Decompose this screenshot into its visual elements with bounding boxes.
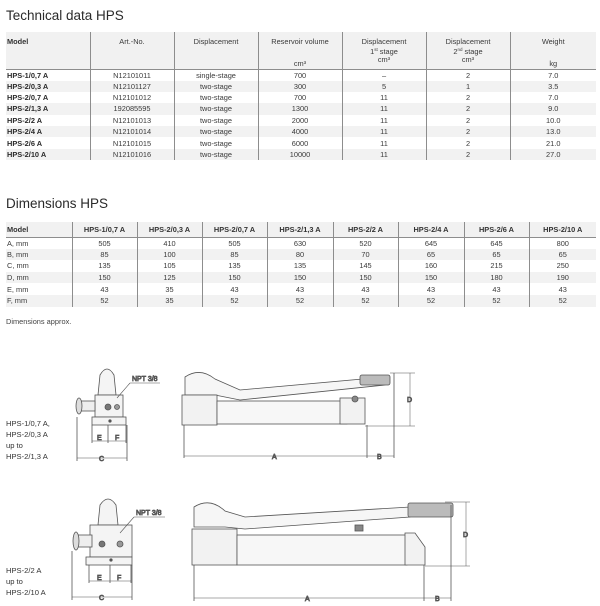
cell-value: 52	[464, 295, 529, 307]
cell-value: 190	[529, 272, 596, 284]
header-weight	[510, 32, 596, 69]
dim-label-d: D	[407, 397, 413, 404]
cell-model: HPS-2/4 A	[7, 127, 43, 137]
cell-weight: 27.0	[510, 149, 596, 160]
table-row	[6, 249, 596, 261]
header-model: Model	[6, 32, 90, 69]
cell-disp1: 5	[342, 81, 426, 92]
header-disp2-unit: cm³	[461, 55, 475, 64]
cell-displacement: two-stage	[174, 81, 258, 92]
cell-weight: 7.0	[510, 69, 596, 81]
cell-value: 410	[137, 237, 202, 249]
cell-reservoir: 1300	[258, 103, 342, 114]
cell-value: 52	[333, 295, 398, 307]
cell-value: 105	[137, 260, 202, 272]
cell-art-no: 192085595	[90, 103, 174, 114]
header-displacement-2nd-stage	[426, 32, 510, 69]
cell-displacement: two-stage	[174, 115, 258, 126]
cell-weight: 3.5	[510, 81, 596, 92]
cell-reservoir: 4000	[258, 126, 342, 137]
cell-disp1: 11	[342, 137, 426, 148]
variant-line: up to	[6, 441, 23, 450]
cell-disp2: 2	[426, 126, 510, 137]
cell-art-no: N12101015	[90, 137, 174, 148]
cell-weight: 9.0	[510, 103, 596, 114]
dim-label-d: D	[463, 532, 469, 539]
cell-reservoir: 700	[258, 92, 342, 103]
cell-value: 43	[333, 283, 398, 295]
cell-disp1: 11	[342, 103, 426, 114]
cell-value: 85	[202, 249, 267, 261]
cell-displacement: two-stage	[174, 103, 258, 114]
cell-disp1: 11	[342, 92, 426, 103]
cell-value: 180	[464, 272, 529, 284]
row-label: B, mm	[7, 249, 29, 259]
cell-weight: 13.0	[510, 126, 596, 137]
header-model-column: HPS-2/6 A	[464, 222, 529, 237]
row-label: F, mm	[7, 296, 28, 306]
technical-data-table	[6, 32, 596, 160]
cell-value: 65	[529, 249, 596, 261]
cell-reservoir: 300	[258, 81, 342, 92]
cell-disp1: 11	[342, 115, 426, 126]
table-row	[6, 115, 596, 126]
table-row	[6, 81, 596, 92]
dim-label-e: E	[97, 435, 102, 442]
cell-value: 630	[267, 237, 333, 249]
header-disp2-num: 2	[453, 47, 458, 56]
cell-model: HPS-2/0,7 A	[7, 93, 49, 103]
dimensions-header-row	[6, 222, 596, 237]
table-row	[6, 149, 596, 160]
cell-value: 150	[333, 272, 398, 284]
cell-art-no: N12101012	[90, 92, 174, 103]
cell-value: 645	[464, 237, 529, 249]
cell-disp2: 2	[426, 103, 510, 114]
cell-value: 52	[398, 295, 464, 307]
variant-line: HPS-2/1,3 A	[6, 452, 48, 461]
variant-line: HPS-1/0,7 A,	[6, 419, 50, 428]
header-disp2-sup: nd	[457, 47, 463, 52]
cell-value: 65	[464, 249, 529, 261]
cell-value: 43	[267, 283, 333, 295]
header-disp1-stage: stage	[379, 47, 398, 56]
cell-value: 52	[72, 295, 137, 307]
cell-weight: 7.0	[510, 92, 596, 103]
cell-value: 52	[202, 295, 267, 307]
dim-label-f: F	[115, 435, 120, 442]
cell-displacement: two-stage	[174, 137, 258, 148]
table-row	[6, 272, 596, 284]
header-model-column: HPS-1/0,7 A	[72, 222, 137, 237]
header-disp1-label: Displacement	[361, 37, 407, 46]
dimensions-table	[6, 222, 596, 307]
table-row	[6, 237, 596, 249]
header-reservoir-unit: cm³	[293, 59, 307, 68]
cell-value: 43	[398, 283, 464, 295]
cell-disp2: 2	[426, 69, 510, 81]
dim-label-b: B	[435, 596, 440, 603]
header-model-column: HPS-2/0,7 A	[202, 222, 267, 237]
technical-data-title: Technical data HPS	[6, 8, 124, 23]
variant-line: HPS-2/0,3 A	[6, 430, 48, 439]
header-displacement: Displacement	[174, 32, 258, 69]
cell-model: HPS-1/0,7 A	[7, 70, 49, 80]
variant-line: HPS-2/10 A	[6, 588, 46, 597]
cell-disp2: 1	[426, 81, 510, 92]
technical-header-row	[6, 32, 596, 69]
dim-label-a: A	[272, 454, 277, 461]
pump-drawing-small	[0, 355, 600, 480]
cell-model: HPS-2/2 A	[7, 115, 43, 125]
cell-value: 43	[202, 283, 267, 295]
table-row	[6, 283, 596, 295]
cell-value: 800	[529, 237, 596, 249]
cell-model: HPS-2/6 A	[7, 138, 43, 148]
cell-disp1: 11	[342, 126, 426, 137]
cell-disp2: 2	[426, 137, 510, 148]
dim-label-c: C	[99, 595, 105, 602]
cell-value: 43	[72, 283, 137, 295]
pump-drawing-large	[0, 485, 600, 606]
header-art-no: Art.-No.	[90, 32, 174, 69]
header-model-column: HPS-2/0,3 A	[137, 222, 202, 237]
cell-weight: 10.0	[510, 115, 596, 126]
row-label: A, mm	[7, 238, 29, 248]
header-disp1-sup: st	[374, 47, 378, 52]
cell-value: 65	[398, 249, 464, 261]
header-disp1-unit: cm³	[377, 55, 391, 64]
drawing-large-pumps	[0, 485, 600, 606]
cell-value: 135	[72, 260, 137, 272]
dim-label-b: B	[377, 454, 382, 461]
row-label: C, mm	[7, 261, 29, 271]
cell-art-no: N12101011	[90, 69, 174, 81]
cell-reservoir: 10000	[258, 149, 342, 160]
dim-label-e: E	[97, 575, 102, 582]
cell-value: 85	[72, 249, 137, 261]
header-displacement-1st-stage	[342, 32, 426, 69]
table-row	[6, 92, 596, 103]
cell-art-no: N12101016	[90, 149, 174, 160]
cell-disp1: 11	[342, 149, 426, 160]
cell-value: 505	[202, 237, 267, 249]
cell-value: 43	[464, 283, 529, 295]
cell-art-no: N12101127	[90, 81, 174, 92]
cell-value: 43	[529, 283, 596, 295]
table-row	[6, 260, 596, 272]
dimensions-note: Dimensions approx.	[6, 317, 72, 326]
cell-value: 70	[333, 249, 398, 261]
header-disp2-label: Displacement	[445, 37, 491, 46]
cell-value: 505	[72, 237, 137, 249]
header-disp2-stage: stage	[464, 47, 483, 56]
cell-value: 135	[202, 260, 267, 272]
header-model-column: HPS-2/1,3 A	[267, 222, 333, 237]
variant-line: HPS-2/2 A	[6, 566, 42, 575]
cell-value: 160	[398, 260, 464, 272]
variant-line: up to	[6, 577, 23, 586]
cell-disp1: –	[342, 69, 426, 81]
cell-model: HPS-2/0,3 A	[7, 81, 49, 91]
cell-value: 100	[137, 249, 202, 261]
header-model-column: HPS-2/4 A	[398, 222, 464, 237]
cell-value: 35	[137, 295, 202, 307]
cell-value: 150	[202, 272, 267, 284]
cell-disp2: 2	[426, 92, 510, 103]
cell-weight: 21.0	[510, 137, 596, 148]
cell-value: 150	[267, 272, 333, 284]
cell-value: 645	[398, 237, 464, 249]
drawing-small-pumps	[0, 355, 600, 480]
side-view-large	[192, 502, 470, 601]
table-row	[6, 126, 596, 137]
header-weight-label: Weight	[541, 37, 565, 46]
table-row	[6, 103, 596, 114]
cell-value: 250	[529, 260, 596, 272]
port-label: NPT 3/8	[136, 510, 162, 517]
cell-reservoir: 6000	[258, 137, 342, 148]
header-weight-unit: kg	[549, 59, 558, 68]
cell-model: HPS-2/1,3 A	[7, 104, 49, 114]
cell-value: 52	[529, 295, 596, 307]
dim-label-a: A	[305, 596, 310, 603]
cell-value: 215	[464, 260, 529, 272]
cell-displacement: two-stage	[174, 149, 258, 160]
cell-value: 135	[267, 260, 333, 272]
table-row	[6, 295, 596, 307]
row-label: D, mm	[7, 273, 29, 283]
cell-value: 35	[137, 283, 202, 295]
header-model-column: HPS-2/2 A	[333, 222, 398, 237]
dim-label-f: F	[117, 575, 122, 582]
header-reservoir-label: Reservoir volume	[271, 37, 329, 46]
cell-value: 145	[333, 260, 398, 272]
cell-art-no: N12101014	[90, 126, 174, 137]
cell-art-no: N12101013	[90, 115, 174, 126]
cell-value: 150	[398, 272, 464, 284]
table-row	[6, 137, 596, 148]
cell-reservoir: 700	[258, 69, 342, 81]
cell-model: HPS-2/10 A	[7, 150, 47, 160]
side-view-small	[182, 372, 415, 458]
port-label: NPT 3/8	[132, 376, 158, 383]
cell-disp2: 2	[426, 115, 510, 126]
header-disp1-num: 1	[370, 47, 375, 56]
cell-displacement: two-stage	[174, 92, 258, 103]
table-row	[6, 69, 596, 81]
cell-value: 52	[267, 295, 333, 307]
header-model: Model	[6, 222, 72, 237]
header-model-column: HPS-2/10 A	[529, 222, 596, 237]
cell-value: 520	[333, 237, 398, 249]
cell-value: 150	[72, 272, 137, 284]
header-reservoir	[258, 32, 342, 69]
cell-displacement: single-stage	[174, 69, 258, 81]
cell-value: 80	[267, 249, 333, 261]
dim-label-c: C	[99, 456, 105, 463]
row-label: E, mm	[7, 284, 29, 294]
cell-reservoir: 2000	[258, 115, 342, 126]
cell-disp2: 2	[426, 149, 510, 160]
cell-displacement: two-stage	[174, 126, 258, 137]
cell-value: 125	[137, 272, 202, 284]
dimensions-title: Dimensions HPS	[6, 196, 109, 211]
